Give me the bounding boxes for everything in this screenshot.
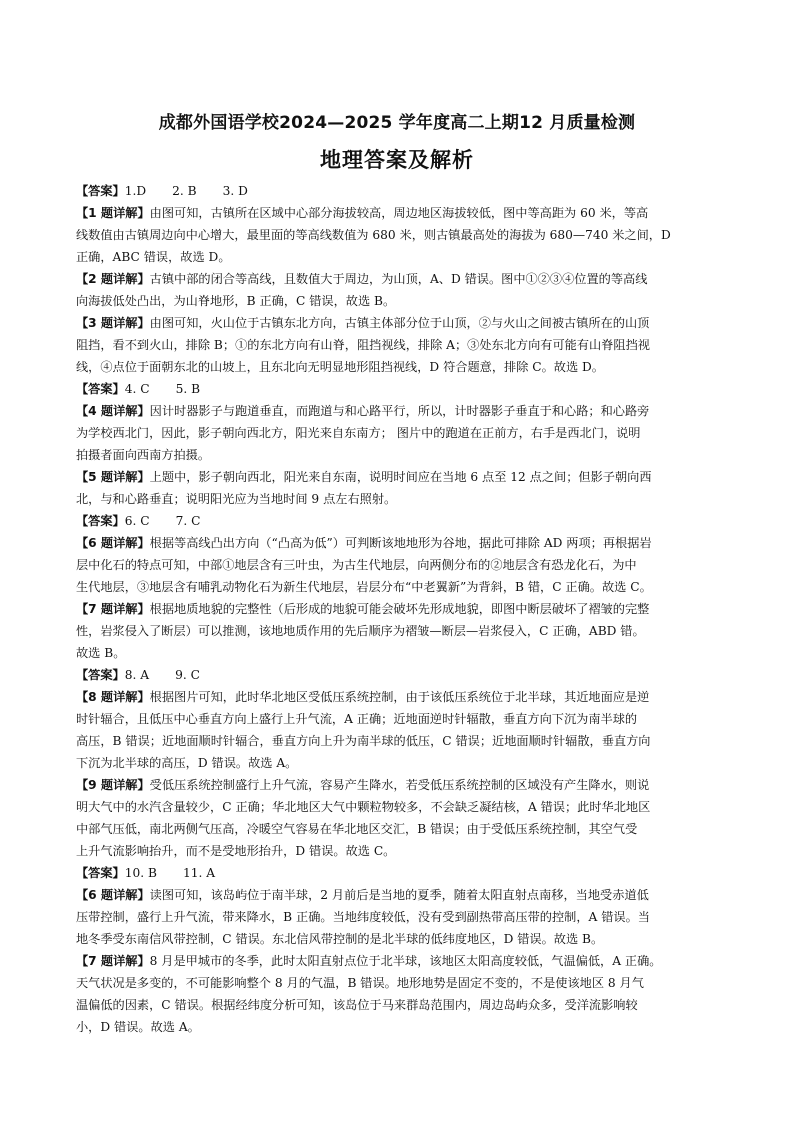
- answer-text: 线，④点位于面朝东北的山坡上，且东北向无明显地形阻挡视线，D 符合题意，排除 C。故选 D。: [76, 360, 604, 374]
- answer-text: 读图可知，该岛屿位于南半球，2 月前后是当地的夏季，随着太阳直射点南移，当地受赤道低: [149, 888, 649, 902]
- answer-text: 小，D 错误。故选 A。: [76, 1020, 200, 1034]
- answer-text: 因计时器影子与跑道垂直，而跑道与和心路平行，所以，计时器影子垂直于和心路；和心路旁: [149, 404, 650, 418]
- answer-line: [76, 268, 734, 290]
- answer-choice: 3. D: [222, 184, 248, 198]
- answer-text: 下沉为北半球的高压，D 错误。故选 A。: [76, 756, 298, 770]
- answer-line: [76, 928, 734, 950]
- answer-line: [76, 334, 734, 356]
- section-tag: 【8 题详解】: [76, 690, 150, 704]
- answer-line: [76, 510, 734, 532]
- answer-choice: 9. C: [175, 668, 200, 682]
- section-tag: 【7 题详解】: [76, 602, 150, 616]
- answer-line: [76, 730, 734, 752]
- answer-choice: 7. C: [175, 514, 201, 528]
- answer-line: [76, 356, 734, 378]
- section-tag: 【4 题详解】: [76, 404, 150, 418]
- answer-line: [76, 752, 734, 774]
- answer-text: 根据图片可知，此时华北地区受低压系统控制，由于该低压系统位于北半球，其近地面应是逆: [149, 690, 650, 704]
- answer-text: 1.D: [124, 184, 147, 198]
- answer-text: 中部气压低，南北两侧气压高，冷暖空气容易在华北地区交汇，B 错误；由于受低压系统控制，其空气受: [76, 822, 638, 836]
- section-tag: 【答案】: [76, 382, 125, 396]
- answer-text: 由图可知，火山位于古镇东北方向，古镇主体部分位于山顶，②与火山之间被古镇所在的山顶: [149, 316, 650, 330]
- answer-line: [76, 774, 734, 796]
- answer-line: [76, 378, 734, 400]
- answer-line: [76, 840, 734, 862]
- answer-text: 性，岩浆侵入了断层）可以推测，该地地质作用的先后顺序为褶皱—断层—岩浆侵入，C 正确，ABD 错。: [76, 624, 645, 638]
- answer-line: [76, 642, 734, 664]
- section-tag: 【5 题详解】: [76, 470, 150, 484]
- answer-text: 明大气中的水汽含量较少，C 正确；华北地区大气中颗粒物较多，不会缺乏凝结核，A 错误；此时华北地区: [76, 800, 651, 814]
- answer-text: 4. C: [124, 382, 150, 396]
- section-tag: 【6 题详解】: [76, 536, 150, 550]
- answer-line: [76, 950, 734, 972]
- section-tag: 【1 题详解】: [76, 206, 150, 220]
- answer-line: [76, 224, 734, 246]
- answer-line: [76, 400, 734, 422]
- answer-text: 温偏低的因素，C 错误。根据经纬度分析可知，该岛位于马来群岛范围内，周边岛屿众多，受洋流影响较: [76, 998, 638, 1012]
- answer-line: [76, 598, 734, 620]
- answer-line: [76, 488, 734, 510]
- answer-line: [76, 664, 734, 686]
- answer-text: 向海拔低处凸出，为山脊地形，B 正确，C 错误，故选 B。: [76, 294, 396, 308]
- section-tag: 【9 题详解】: [76, 778, 150, 792]
- answer-text: 地冬季受东南信风带控制，C 错误。东北信风带控制的是北半球的低纬度地区，D 错误。故选 B。: [76, 932, 604, 946]
- answer-line: [76, 180, 734, 202]
- section-tag: 【6 题详解】: [76, 888, 150, 902]
- answer-text: 由图可知，古镇所在区域中心部分海拔较高，周边地区海拔较低，图中等高距为 60 米，等高: [149, 206, 649, 220]
- answer-text: 生代地层，③地层含有哺乳动物化石为新生代地层，岩层分布“中老翼新”为背斜，B 错，C 正确。故选 C。: [76, 580, 652, 594]
- answer-line: [76, 994, 734, 1016]
- answer-line: [76, 422, 734, 444]
- document-title: 成都外国语学校2024—2025 学年度高二上期12 月质量检测: [158, 113, 636, 133]
- section-tag: 【答案】: [76, 866, 125, 880]
- answer-line: [76, 708, 734, 730]
- answer-choice: 11. A: [182, 866, 216, 880]
- answer-body: [76, 180, 734, 1038]
- answer-text: 线数值由古镇周边向中心增大，最里面的等高线数值为 680 米，则古镇最高处的海拔为 680—740 米之间，D: [76, 228, 671, 242]
- answer-line: [76, 312, 734, 334]
- section-tag: 【7 题详解】: [76, 954, 150, 968]
- answer-choice: 2. B: [172, 184, 197, 198]
- answer-line: [76, 620, 734, 642]
- answer-text: 压带控制，盛行上升气流，带来降水，B 正确。当地纬度较低，没有受到副热带高压带的控制，A 错误。当: [76, 910, 650, 924]
- answer-text: 8 月是甲城市的冬季，此时太阳直射点位于北半球，该地区太阳高度较低，气温偏低，A 正确。: [149, 954, 662, 968]
- answer-text: 层中化石的特点可知，中部①地层含有三叶虫，为古生代地层，向两侧分布的②地层含有恐龙化石，为中: [76, 558, 637, 572]
- answer-text: 8. A: [124, 668, 150, 682]
- answer-choice: 5. B: [175, 382, 201, 396]
- answer-text: 为学校西北门，因此，影子朝向西北方，阳光来自东南方； 图片中的跑道在正前方，右手是西北门，说明: [76, 426, 641, 440]
- answer-text: 故选 B。: [76, 646, 126, 660]
- answer-text: 上升气流影响抬升，而不是受地形抬升，D 错误。故选 C。: [76, 844, 396, 858]
- answer-line: [76, 532, 734, 554]
- answer-text: 时针辐合，且低压中心垂直方向上盛行上升气流，A 正确；近地面逆时针辐散，垂直方向下沉为南半球的: [76, 712, 638, 726]
- answer-line: [76, 906, 734, 928]
- section-tag: 【3 题详解】: [76, 316, 150, 330]
- section-tag: 【答案】: [76, 668, 125, 682]
- answer-line: [76, 554, 734, 576]
- answer-line: [76, 862, 734, 884]
- answer-text: 阻挡，看不到火山，排除 B；①的东北方向有山脊，阻挡视线，排除 A；③处东北方向有可能有山脊阻挡视: [76, 338, 650, 352]
- answer-text: 6. C: [124, 514, 150, 528]
- answer-text: 天气状况是多变的，不可能影响整个 8 月的气温，B 错误。地形地势是固定不变的，不是使该地区 8 月气: [76, 976, 644, 990]
- answer-text: 高压，B 错误；近地面顺时针辐合，垂直方向上升为南半球的低压，C 错误；近地面顺时针辐散，垂直方向: [76, 734, 651, 748]
- document-subtitle: 地理答案及解析: [320, 148, 474, 172]
- answer-text: 根据地质地貌的完整性（后形成的地貌可能会破坏先形成地貌，即图中断层破坏了褶皱的完整: [149, 602, 650, 616]
- answer-line: [76, 686, 734, 708]
- section-tag: 【答案】: [76, 184, 125, 198]
- answer-text: 北，与和心路垂直；说明阳光应为当地时间 9 点左右照射。: [76, 492, 397, 506]
- answer-line: [76, 202, 734, 224]
- answer-text: 受低压系统控制盛行上升气流，容易产生降水，若受低压系统控制的区域没有产生降水，则说: [149, 778, 650, 792]
- answer-text: 10. B: [124, 866, 157, 880]
- answer-text: 根据等高线凸出方向（“凸高为低”）可判断该地地形为谷地，据此可排除 AD 两项；再根据岩: [149, 536, 652, 550]
- answer-text: 拍摄者面向西南方拍摄。: [76, 448, 211, 462]
- answer-line: [76, 1016, 734, 1038]
- answer-line: [76, 796, 734, 818]
- answer-line: [76, 972, 734, 994]
- answer-text: 正确，ABC 错误，故选 D。: [76, 250, 231, 264]
- answer-text: 古镇中部的闭合等高线，且数值大于周边，为山顶，A、D 错误。图中①②③④位置的等高线: [149, 272, 648, 286]
- answer-line: [76, 444, 734, 466]
- answer-line: [76, 884, 734, 906]
- answer-line: [76, 246, 734, 268]
- answer-line: [76, 576, 734, 598]
- section-tag: 【2 题详解】: [76, 272, 150, 286]
- section-tag: 【答案】: [76, 514, 125, 528]
- answer-line: [76, 290, 734, 312]
- answer-text: 上题中，影子朝向西北，阳光来自东南，说明时间应在当地 6 点至 12 点之间；但影子朝向西: [149, 470, 652, 484]
- answer-line: [76, 466, 734, 488]
- answer-line: [76, 818, 734, 840]
